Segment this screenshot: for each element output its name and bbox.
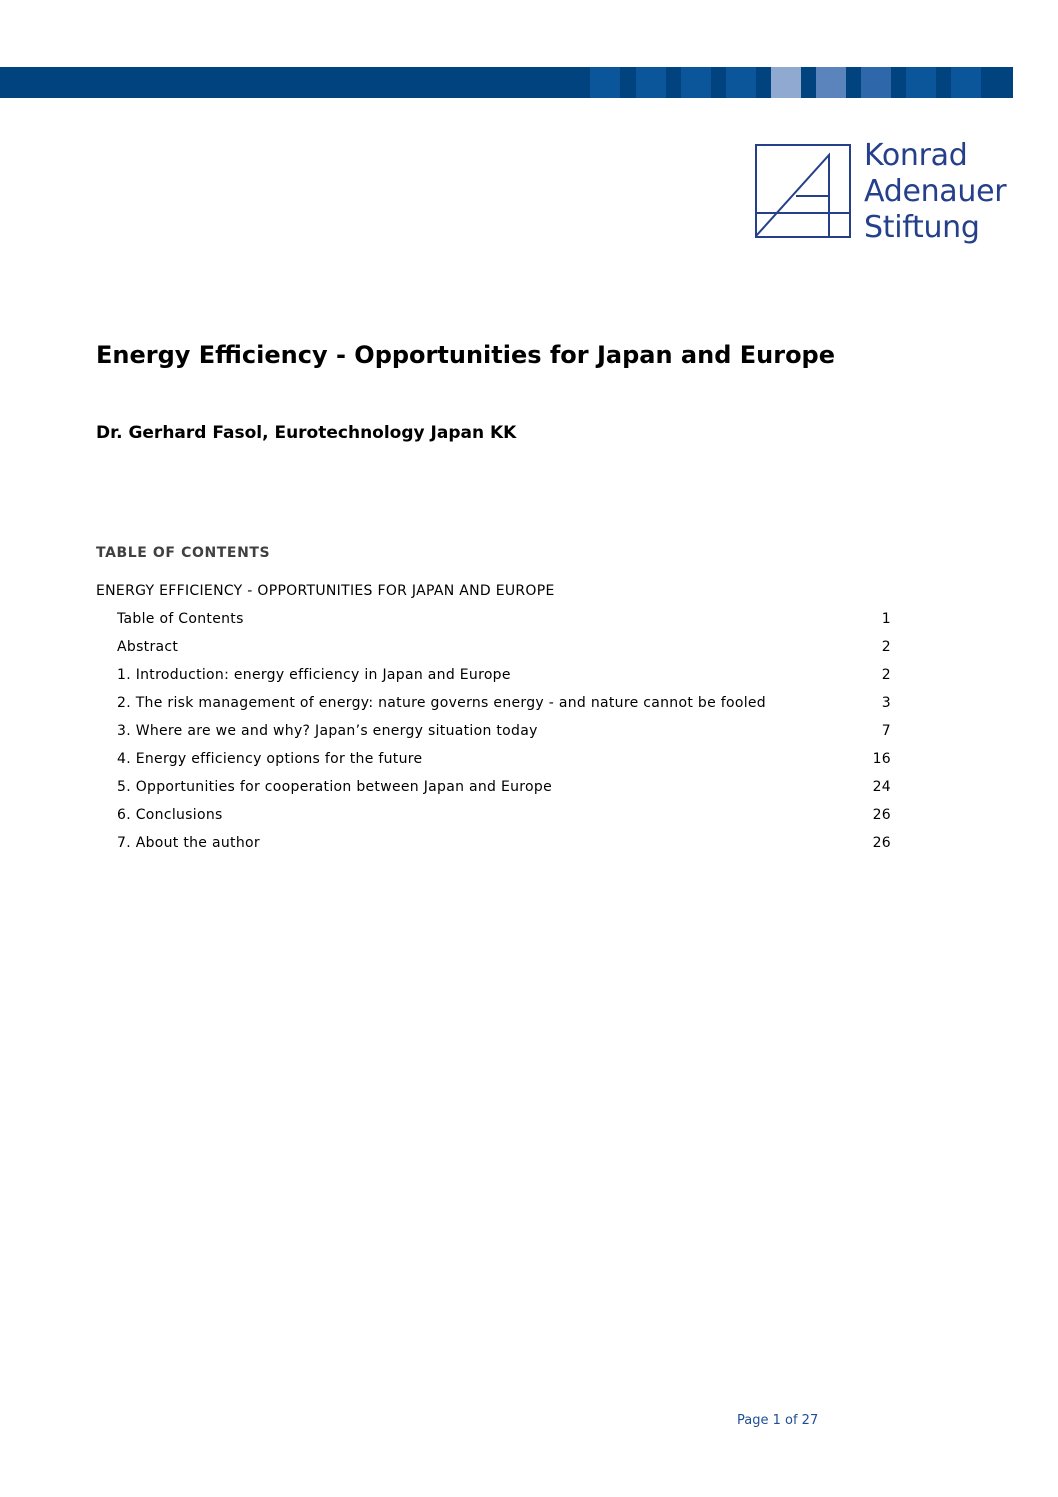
toc-entry-page: 16 <box>872 751 891 767</box>
toc-entry-label: 4. Energy efficiency options for the future <box>117 751 423 767</box>
toc-entry-page: 26 <box>872 835 891 851</box>
logo-line: Konrad <box>864 138 968 173</box>
toc-entry-label: 3. Where are we and why? Japan’s energy situation today <box>117 723 538 739</box>
toc-entry-label: 2. The risk management of energy: nature governs energy - and nature cannot be fooled <box>117 695 766 711</box>
toc-entry[interactable] <box>117 638 891 666</box>
toc-entry-page: 1 <box>881 611 891 627</box>
logo-wordmark <box>864 138 1006 246</box>
document-author: Dr. Gerhard Fasol, Eurotechnology Japan KK <box>96 423 517 443</box>
band-block <box>726 67 756 98</box>
toc-entry[interactable] <box>117 666 891 694</box>
toc-entry[interactable] <box>117 610 891 638</box>
logo-line: Adenauer <box>864 174 1007 209</box>
toc-entry-page: 3 <box>881 695 891 711</box>
toc-entry[interactable] <box>117 806 891 834</box>
band-block <box>771 67 801 98</box>
band-block <box>861 67 891 98</box>
band-block <box>816 67 846 98</box>
kas-logo <box>754 138 1014 250</box>
toc-entry-label: 5. Opportunities for cooperation between Japan and Europe <box>117 779 553 795</box>
band-block <box>636 67 666 98</box>
toc-entry[interactable] <box>117 834 891 862</box>
toc-root-entry[interactable]: ENERGY EFFICIENCY - OPPORTUNITIES FOR JAPAN AND EUROPE <box>96 583 555 599</box>
logo-line: Stiftung <box>864 210 980 245</box>
document-title: Energy Efficiency - Opportunities for Japan and Europe <box>96 341 836 369</box>
toc-entry-label: 1. Introduction: energy efficiency in Japan and Europe <box>117 667 511 683</box>
toc-entry-page: 24 <box>872 779 891 795</box>
header-band <box>0 67 1013 98</box>
page-number: Page 1 of 27 <box>737 1413 819 1428</box>
toc-entry-label: 6. Conclusions <box>117 807 223 823</box>
toc-heading: TABLE OF CONTENTS <box>96 545 271 561</box>
kas-logo-mark <box>754 142 854 240</box>
toc-entry-page: 2 <box>881 639 891 655</box>
toc-entry-label: Table of Contents <box>117 611 244 627</box>
toc-entry-label: 7. About the author <box>117 835 260 851</box>
toc-entry[interactable] <box>117 694 891 722</box>
band-block <box>906 67 936 98</box>
toc-entry-page: 7 <box>881 723 891 739</box>
toc-entry[interactable] <box>117 722 891 750</box>
toc-entry[interactable] <box>117 778 891 806</box>
toc-list <box>117 610 891 862</box>
band-block <box>951 67 981 98</box>
band-block <box>590 67 620 98</box>
toc-entry[interactable] <box>117 750 891 778</box>
toc-entry-page: 26 <box>872 807 891 823</box>
toc-entry-page: 2 <box>881 667 891 683</box>
toc-entry-label: Abstract <box>117 639 179 655</box>
band-block <box>681 67 711 98</box>
